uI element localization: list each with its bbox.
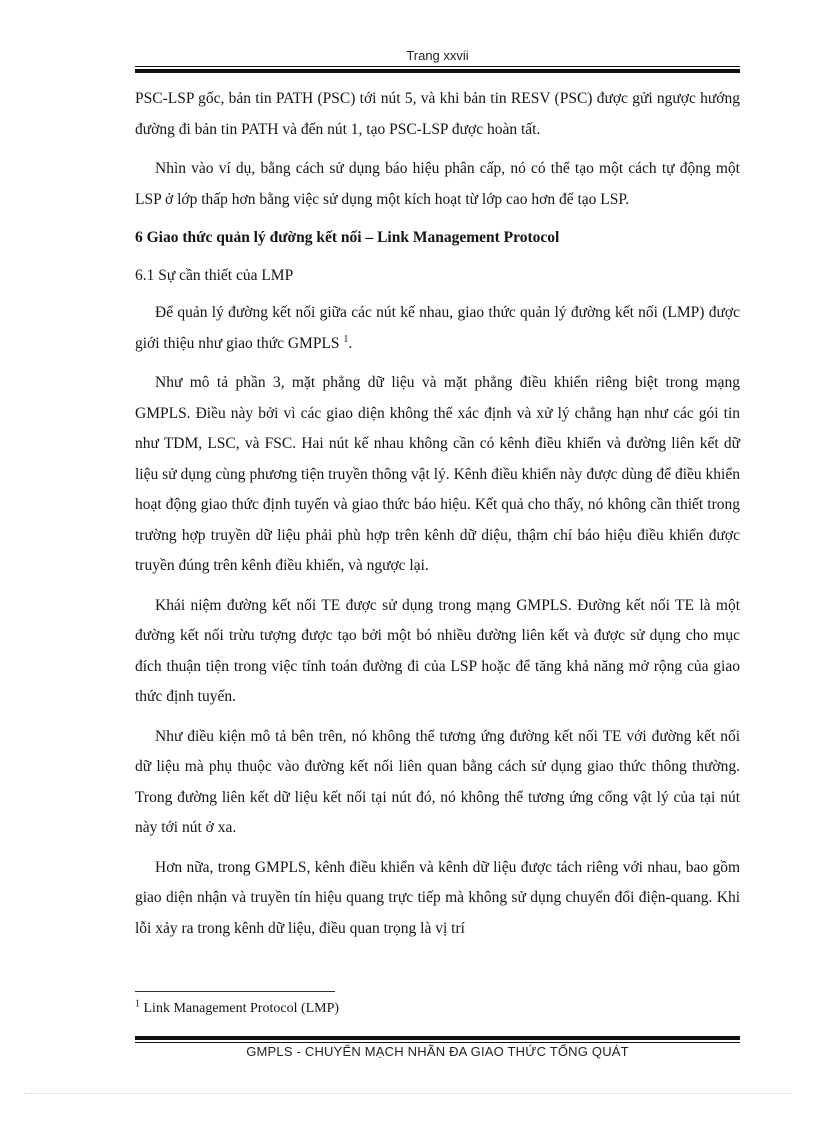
subsection-heading: 6.1 Sự cần thiết của LMP	[135, 267, 294, 284]
page-footer: GMPLS - CHUYỂN MẠCH NHÃN ĐA GIAO THỨC TỔNG QUÁT	[246, 1044, 629, 1059]
page-header: Trang xxvii	[406, 48, 469, 63]
page-boundary	[24, 1093, 792, 1094]
paragraph-hierarchy: Nhìn vào ví dụ, bằng cách sử dụng báo hiệu phân cấp, nó có thể tạo một cách tự động một LSP ở lớp thấp hơn bằng việc sử dụng một kích hoạt từ lớp cao hơn để tạo LSP.	[135, 160, 740, 208]
footnote-separator	[135, 991, 335, 992]
paragraph-2: Như mô tả phần 3, mặt phẳng dữ liệu và mặt phẳng điều khiển riêng biệt trong mạng GMPLS. Điều này bởi vì các giao diện không thể xác định và xử lý chẳng hạn như các gói tin như TDM, LSC, và FSC. Hai nút kế nhau không cần có kênh điều khiển và đường liên kết dữ liệu sử dụng cùng phương tiện truyền thông vật lý. Kênh điều khiển này được dùng để điều khiển hoạt động giao thức định tuyến và giao thức báo hiệu. Kết quả cho thấy, nó không cần thiết trong trường hợp truyền dữ liệu phải phù hợp trên kênh dữ diệu, thậm chí báo hiệu điều khiển được truyền đúng trên kênh điều khiển, và ngược lại.	[135, 374, 740, 574]
paragraph-1-text: Để quản lý đường kết nối giữa các nút kế nhau, giao thức quản lý đường kết nối (LMP) được giới thiệu như giao thức GMPLS	[135, 304, 740, 352]
section-heading: 6 Giao thức quản lý đường kết nối – Link Management Protocol	[135, 229, 560, 246]
paragraph-4: Như điều kiện mô tả bên trên, nó không thể tương ứng đường kết nối TE với đường kết nối dữ liệu mà phụ thuộc vào đường kết nối liên quan bằng cách sử dụng giao thức thông thường. Trong đường liên kết dữ liệu kết nối tại nút đó, nó không thể tương ứng cổng vật lý của tại nút này tới nút ở xa.	[135, 727, 740, 836]
footer-rule-thick	[135, 1036, 740, 1040]
paragraph-3: Khái niệm đường kết nối TE được sử dụng trong mạng GMPLS. Đường kết nối TE là một đường kết nối trừu tượng được tạo bởi một bó nhiều đường liên kết và được sử dụng cho mục đích thuận tiện trong việc tính toán đường đi của LSP hoặc để tăng khả năng mở rộng của giao thức định tuyến.	[135, 596, 740, 705]
footnote-text: Link Management Protocol (LMP)	[140, 1001, 340, 1016]
header-rule-thin	[135, 66, 740, 67]
footnote-number: 1	[135, 998, 140, 1010]
header-rule-thick	[135, 69, 740, 73]
paragraph-1	[135, 298, 740, 359]
page-body	[135, 84, 740, 953]
paragraph-1-end: .	[348, 334, 353, 352]
footer-rule-thin	[135, 1042, 740, 1043]
footnote-ref[interactable]: 1	[343, 333, 349, 345]
paragraph-5: Hơn nữa, trong GMPLS, kênh điều khiển và kênh dữ liệu được tách riêng với nhau, bao gồm giao diện nhận và truyền tín hiệu quang trực tiếp mà không sử dụng chuyển đổi điện-quang. Khi lỗi xảy ra trong kênh dữ liệu, điều quan trọng là vị trí	[135, 858, 740, 937]
paragraph-continued: PSC-LSP gốc, bản tin PATH (PSC) tới nút 5, và khi bản tin RESV (PSC) được gửi ngược hướng đường đi bản tin PATH và đến nút 1, tạo PSC-LSP được hoàn tất.	[135, 90, 740, 138]
footnote	[135, 998, 740, 1017]
